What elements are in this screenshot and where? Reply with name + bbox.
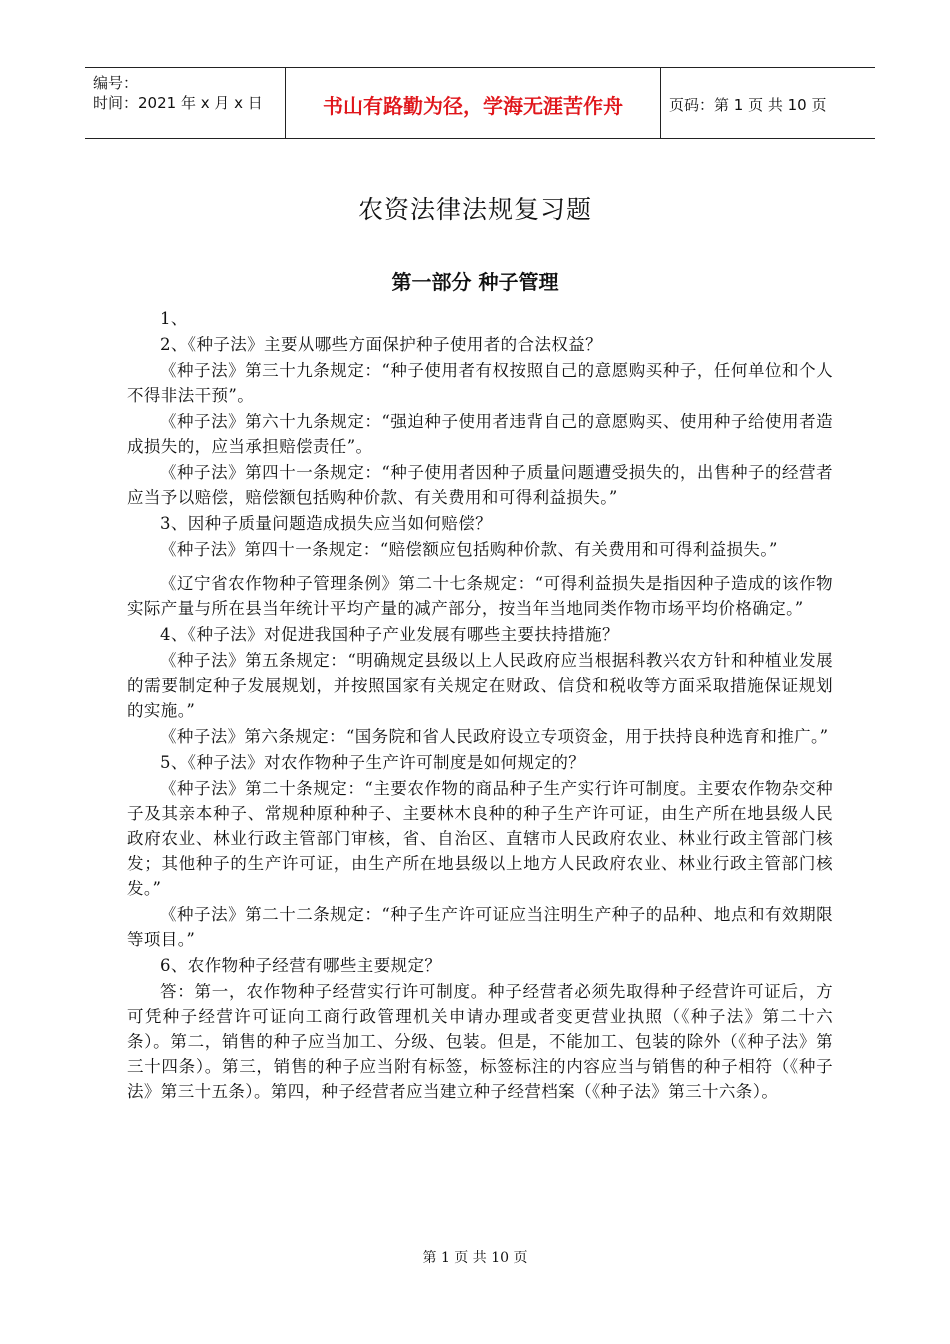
paragraph: 《种子法》第四十一条规定：“种子使用者因种子质量问题遭受损失的，出售种子的经营者应当予以赔偿，赔偿额包括购种价款、有关费用和可得利益损失。”	[127, 463, 833, 507]
section-title: 第一部分 种子管理	[391, 270, 559, 294]
paragraph: 《种子法》第六条规定：“国务院和省人民政府设立专项资金，用于扶持良种选育和推广。”	[160, 727, 829, 746]
header-motto-cell	[285, 68, 661, 138]
question: 2、《种子法》主要从哪些方面保护种子使用者的合法权益？	[160, 335, 603, 354]
page-footer: 第 1 页 共 10 页	[422, 1250, 528, 1266]
time-label: 时间：2021 年 x 月 x 日	[93, 94, 263, 112]
document-body	[127, 306, 833, 1105]
paragraph: 《种子法》第三十九条规定：“种子使用者有权按照自己的意愿购买种子，任何单位和个人不得非法干预”。	[127, 361, 833, 405]
paragraph: 《种子法》第四十一条规定：“赔偿额应包括购种价款、有关费用和可得利益损失。”	[160, 540, 778, 559]
paragraph: 《种子法》第五条规定：“明确规定县级以上人民政府应当根据科教兴农方针和种植业发展的需要制定种子发展规划，并按照国家有关规定在财政、信贷和税收等方面采取措施保证规划的实施。”	[127, 651, 833, 720]
paragraph: 答：第一，农作物种子经营实行许可制度。种子经营者必须先取得种子经营许可证后，方可凭种子经营许可证向工商行政管理机关申请办理或者变更营业执照（《种子法》第二十六条）。第二，销售的种子应当加工、分级、包装。但是，不能加工、包装的除外（《种子法》第三十四条）。第三，销售的种子应当附有标签，标签标注的内容应当与销售的种子相符（《种子法》第三十五条）。第四，种子经营者应当建立种子经营档案（《种子法》第三十六条）。	[127, 982, 833, 1101]
header-meta-cell	[85, 68, 285, 138]
question: 3、因种子质量问题造成损失应当如何赔偿？	[160, 514, 492, 533]
question: 4、《种子法》对促进我国种子产业发展有哪些主要扶持措施？	[160, 625, 619, 644]
header-table	[85, 67, 875, 139]
paragraph: 《种子法》第二十条规定：“主要农作物的商品种子生产实行许可制度。主要农作物杂交种子及其亲本种子、常规种原种种子、主要林木良种的种子生产许可证，由生产所在地县级人民政府农业、林业行政主管部门审核，省、自治区、直辖市人民政府农业、林业行政主管部门核发；其他种子的生产许可证，由生产所在地县级以上地方人民政府农业、林业行政主管部门核发。”	[127, 779, 833, 898]
paragraph: 《辽宁省农作物种子管理条例》第二十七条规定：“可得利益损失是指因种子造成的该作物实际产量与所在县当年统计平均产量的减产部分，按当年当地同类作物市场平均价格确定。”	[127, 574, 833, 618]
number-label: 编号：	[93, 74, 139, 92]
motto: 书山有路勤为径，学海无涯苦作舟	[323, 94, 623, 118]
page-info: 页码：第 1 页 共 10 页	[669, 96, 827, 114]
paragraph: 1、	[160, 309, 188, 328]
page-title: 农资法律法规复习题	[357, 195, 592, 224]
paragraph: 《种子法》第六十九条规定：“强迫种子使用者违背自己的意愿购买、使用种子给使用者造成损失的，应当承担赔偿责任”。	[127, 412, 833, 456]
paragraph: 《种子法》第二十二条规定：“种子生产许可证应当注明生产种子的品种、地点和有效期限等项目。”	[127, 905, 833, 949]
header-page-cell	[659, 68, 875, 138]
question: 6、农作物种子经营有哪些主要规定？	[160, 956, 442, 975]
question: 5、《种子法》对农作物种子生产许可制度是如何规定的？	[160, 753, 586, 772]
